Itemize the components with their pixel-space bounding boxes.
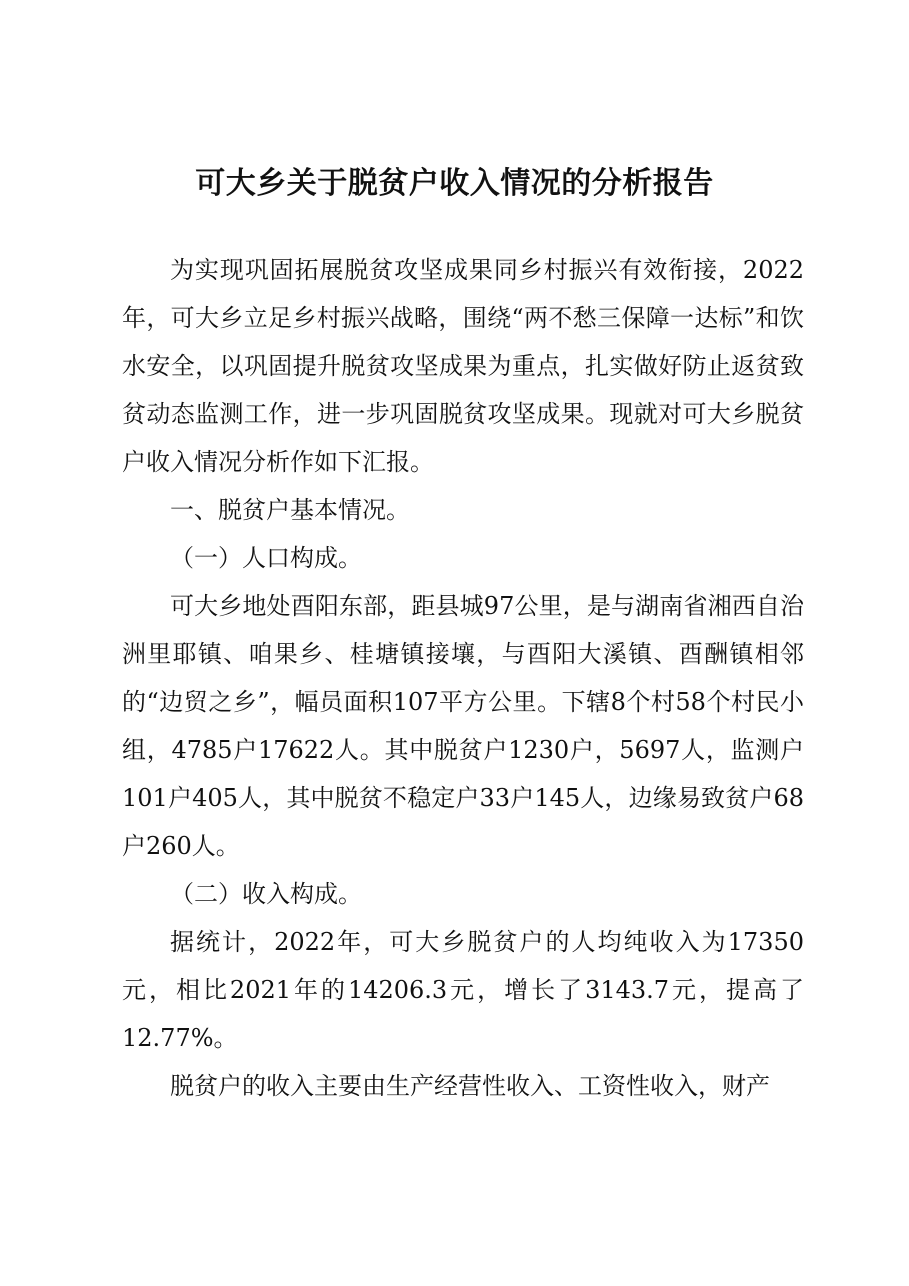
subsection-heading-population: （一）人口构成。 — [170, 544, 362, 572]
document-body — [122, 246, 804, 1110]
paragraph-population: 可大乡地处酉阳东部，距县城97公里，是与湖南省湘西自治洲里耶镇、咱果乡、桂塘镇接壤，与酉阳大溪镇、酉酬镇相邻的“边贸之乡”，幅员面积107平方公里。下辖8个村58个村民小组，4785户17622人。其中脱贫户1230户，5697人，监测户101户405人，其中脱贫不稳定户33户145人，边缘易致贫户68户260人。 — [122, 592, 804, 860]
paragraph-income-statistics: 据统计，2022年，可大乡脱贫户的人均纯收入为17350元，相比2021年的14206.3元，增长了3143.7元，提高了12.77%。 — [122, 928, 804, 1052]
paragraph-income-sources: 脱贫户的收入主要由生产经营性收入、工资性收入，财产 — [170, 1072, 770, 1100]
section-heading-basic-situation: 一、脱贫户基本情况。 — [170, 496, 410, 524]
subsection-heading-income: （二）收入构成。 — [170, 880, 362, 908]
paragraph-intro: 为实现巩固拓展脱贫攻坚成果同乡村振兴有效衔接，2022年，可大乡立足乡村振兴战略，围绕“两不愁三保障一达标”和饮水安全，以巩固提升脱贫攻坚成果为重点，扎实做好防止返贫致贫动态监测工作，进一步巩固脱贫攻坚成果。现就对可大乡脱贫户收入情况分析作如下汇报。 — [122, 256, 804, 476]
document-title: 可大乡关于脱贫户收入情况的分析报告 — [195, 166, 714, 201]
